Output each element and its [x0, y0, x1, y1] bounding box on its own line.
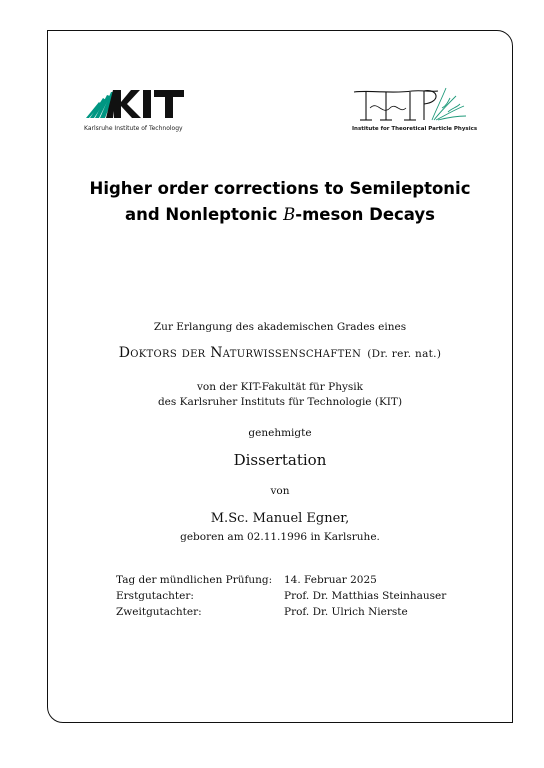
degree-name-line [47, 345, 513, 361]
kit-logo-letter-t [154, 90, 184, 118]
by-text: von [270, 485, 290, 497]
kit-subtitle: Karlsruhe Institute of Technology [84, 125, 183, 132]
thesis-title [47, 176, 513, 228]
thesis-title-line1: Higher order corrections to Semileptonic [89, 179, 471, 198]
degree-abbrev: (Dr. rer. nat.) [367, 348, 442, 360]
faculty-line1: von der KIT-Fakultät für Physik [196, 381, 364, 393]
author-born: geboren am 02.11.1996 in Karlsruhe. [180, 531, 380, 543]
ttp-subtitle: Institute for Theoretical Particle Physics [352, 126, 478, 132]
degree-name: Doktors der Naturwissenschaften [118, 345, 362, 361]
author-name: M.Sc. Manuel Egner, [210, 511, 350, 526]
kit-logo-letter-i [143, 90, 151, 118]
detail-row-exam-date: Tag der mündlichen Prüfung: 14. Februar 2025 [116, 574, 377, 586]
examination-details [116, 572, 446, 620]
thesis-title-line2: and Nonleptonic B-meson Decays [124, 205, 436, 224]
kit-logo-letter-k [114, 90, 141, 118]
detail-row-first-reviewer: Erstgutachter: Prof. Dr. Matthias Steinhauser [116, 590, 447, 602]
approved-text: genehmigte [248, 427, 312, 439]
degree-intro: Zur Erlangung des akademischen Grades eines [153, 321, 407, 333]
faculty-line2: des Karlsruher Instituts für Technologie (KIT) [157, 396, 403, 408]
detail-row-second-reviewer: Zweitgutachter: Prof. Dr. Ulrich Nierste [116, 606, 408, 618]
b-symbol: B [283, 205, 296, 224]
dissertation-label: Dissertation [233, 451, 327, 469]
ttp-logo-icon [352, 86, 468, 124]
kit-logo-fan [86, 90, 117, 118]
